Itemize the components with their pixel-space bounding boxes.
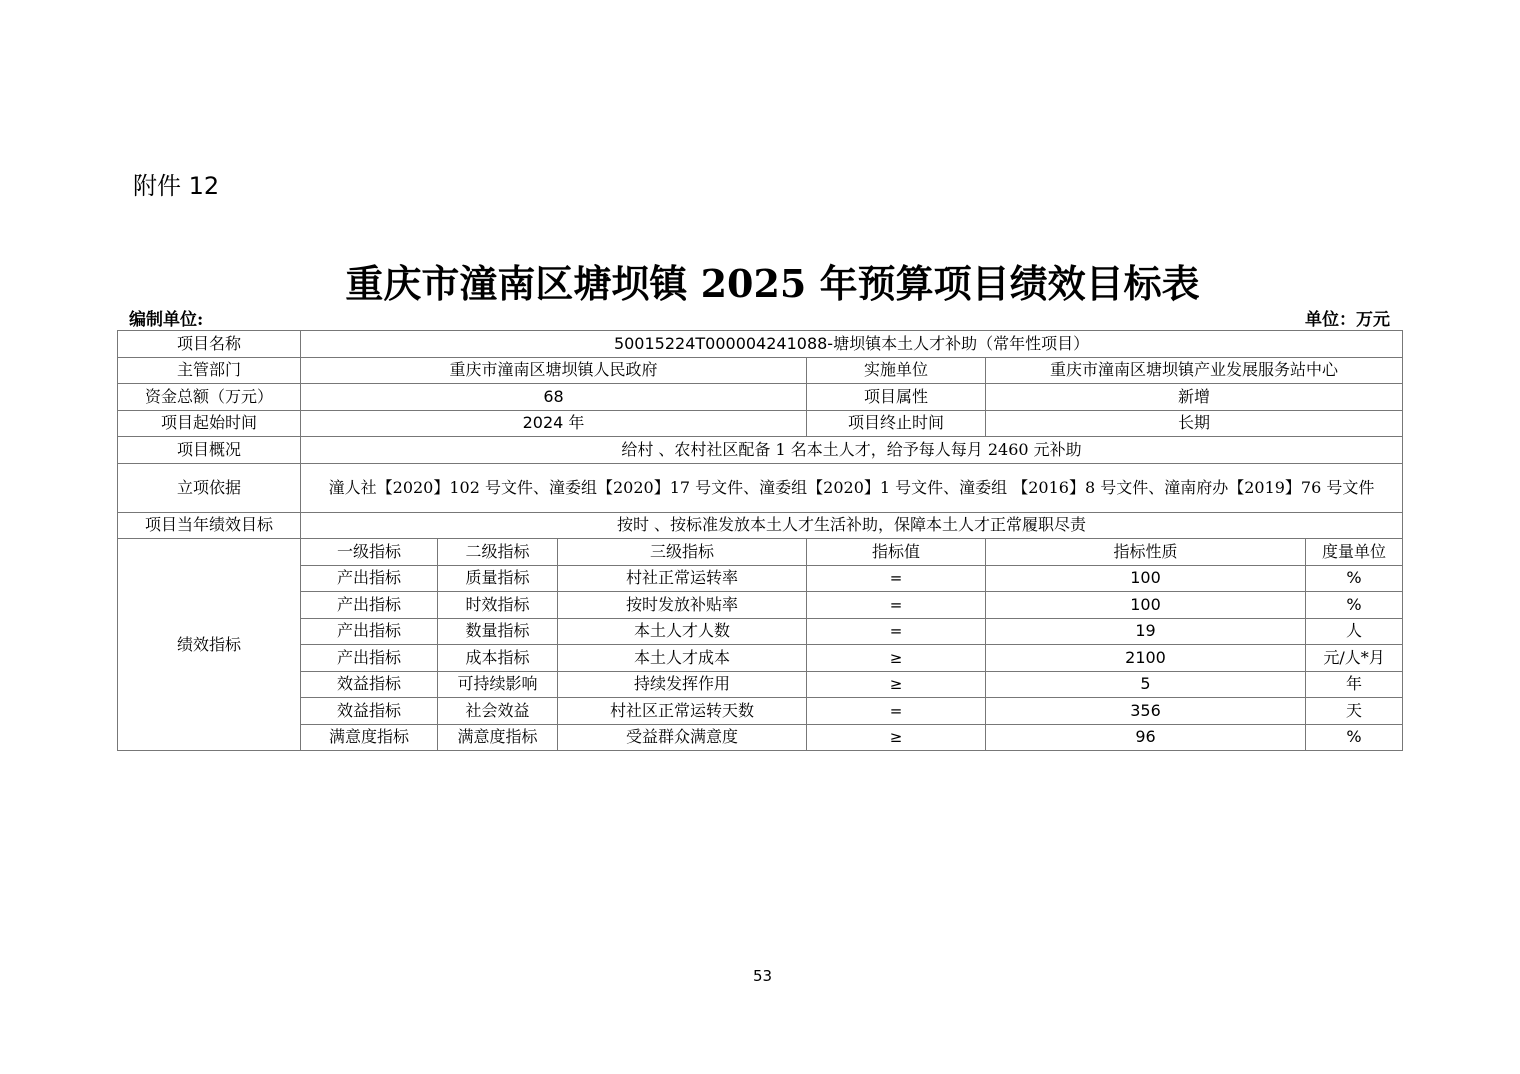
attr-label: 项目属性 xyxy=(807,384,986,411)
operator-cell: ≥ xyxy=(807,645,986,672)
overview-value: 给村 、农村社区配备 1 名本土人才，给予每人每月 2460 元补助 xyxy=(301,437,1403,464)
basis-value: 潼人社【2020】102 号文件、潼委组【2020】17 号文件、潼委组【2020】1 号文件、潼委组 【2016】8 号文件、潼南府办【2019】76 号文件 xyxy=(301,463,1403,512)
level2-cell: 社会效益 xyxy=(438,698,558,725)
table-row xyxy=(118,645,1403,672)
level1-cell: 产出指标 xyxy=(301,592,438,619)
level1-cell: 效益指标 xyxy=(301,698,438,725)
indicators-section-label: 绩效指标 xyxy=(118,539,301,751)
attr-value: 新增 xyxy=(986,384,1403,411)
operator-cell: ≥ xyxy=(807,671,986,698)
unit-cell: % xyxy=(1306,565,1403,592)
value-cell: 356 xyxy=(986,698,1306,725)
dept-value: 重庆市潼南区塘坝镇人民政府 xyxy=(301,357,807,384)
operator-cell: ≥ xyxy=(807,724,986,751)
overview-label: 项目概况 xyxy=(118,437,301,464)
start-value: 2024 年 xyxy=(301,410,807,437)
header-unit: 度量单位 xyxy=(1306,539,1403,566)
attachment-label: 附件 12 xyxy=(133,172,220,200)
impl-value: 重庆市潼南区塘坝镇产业发展服务站中心 xyxy=(986,357,1403,384)
level1-cell: 产出指标 xyxy=(301,618,438,645)
unit-cell: % xyxy=(1306,724,1403,751)
level3-cell: 本土人才成本 xyxy=(558,645,807,672)
dept-label: 主管部门 xyxy=(118,357,301,384)
compiling-unit-label: 编制单位: xyxy=(129,310,204,330)
unit-label: 单位：万元 xyxy=(1305,310,1390,330)
goal-value: 按时 、按标准发放本土人才生活补助，保障本土人才正常履职尽责 xyxy=(301,512,1403,539)
level2-cell: 质量指标 xyxy=(438,565,558,592)
unit-cell: 天 xyxy=(1306,698,1403,725)
level2-cell: 满意度指标 xyxy=(438,724,558,751)
level1-cell: 满意度指标 xyxy=(301,724,438,751)
level3-cell: 本土人才人数 xyxy=(558,618,807,645)
indicator-header-row xyxy=(118,539,1403,566)
start-label: 项目起始时间 xyxy=(118,410,301,437)
project-name-row xyxy=(118,331,1403,358)
basis-label: 立项依据 xyxy=(118,463,301,512)
overview-row xyxy=(118,437,1403,464)
unit-cell: 年 xyxy=(1306,671,1403,698)
value-cell: 96 xyxy=(986,724,1306,751)
table-row xyxy=(118,671,1403,698)
operator-cell: = xyxy=(807,698,986,725)
value-cell: 5 xyxy=(986,671,1306,698)
impl-label: 实施单位 xyxy=(807,357,986,384)
fund-value: 68 xyxy=(301,384,807,411)
level2-cell: 数量指标 xyxy=(438,618,558,645)
basis-row xyxy=(118,463,1403,512)
unit-cell: % xyxy=(1306,592,1403,619)
level2-cell: 可持续影响 xyxy=(438,671,558,698)
level3-cell: 村社正常运转率 xyxy=(558,565,807,592)
table-row xyxy=(118,592,1403,619)
project-name-value: 50015224T000004241088-塘坝镇本土人才补助（常年性项目） xyxy=(301,331,1403,358)
department-row xyxy=(118,357,1403,384)
period-row xyxy=(118,410,1403,437)
end-value: 长期 xyxy=(986,410,1403,437)
level1-cell: 效益指标 xyxy=(301,671,438,698)
level3-cell: 按时发放补贴率 xyxy=(558,592,807,619)
value-cell: 100 xyxy=(986,592,1306,619)
operator-cell: = xyxy=(807,565,986,592)
performance-table xyxy=(117,330,1403,751)
level3-cell: 村社区正常运转天数 xyxy=(558,698,807,725)
level3-cell: 受益群众满意度 xyxy=(558,724,807,751)
header-level1: 一级指标 xyxy=(301,539,438,566)
header-level3: 三级指标 xyxy=(558,539,807,566)
table-row xyxy=(118,618,1403,645)
level2-cell: 时效指标 xyxy=(438,592,558,619)
operator-cell: = xyxy=(807,618,986,645)
header-indicator-value: 指标值 xyxy=(807,539,986,566)
operator-cell: = xyxy=(807,592,986,619)
level1-cell: 产出指标 xyxy=(301,645,438,672)
end-label: 项目终止时间 xyxy=(807,410,986,437)
table-row xyxy=(118,698,1403,725)
header-level2: 二级指标 xyxy=(438,539,558,566)
level1-cell: 产出指标 xyxy=(301,565,438,592)
table-row xyxy=(118,724,1403,751)
page-title: 重庆市潼南区塘坝镇 2025 年预算项目绩效目标表 xyxy=(345,261,1200,306)
fund-label: 资金总额（万元） xyxy=(118,384,301,411)
project-name-label: 项目名称 xyxy=(118,331,301,358)
fund-row xyxy=(118,384,1403,411)
value-cell: 100 xyxy=(986,565,1306,592)
page-number: 53 xyxy=(752,967,773,985)
goal-row xyxy=(118,512,1403,539)
table-row xyxy=(118,565,1403,592)
level3-cell: 持续发挥作用 xyxy=(558,671,807,698)
value-cell: 19 xyxy=(986,618,1306,645)
level2-cell: 成本指标 xyxy=(438,645,558,672)
header-indicator-nature: 指标性质 xyxy=(986,539,1306,566)
unit-cell: 人 xyxy=(1306,618,1403,645)
unit-cell: 元/人*月 xyxy=(1306,645,1403,672)
value-cell: 2100 xyxy=(986,645,1306,672)
goal-label: 项目当年绩效目标 xyxy=(118,512,301,539)
